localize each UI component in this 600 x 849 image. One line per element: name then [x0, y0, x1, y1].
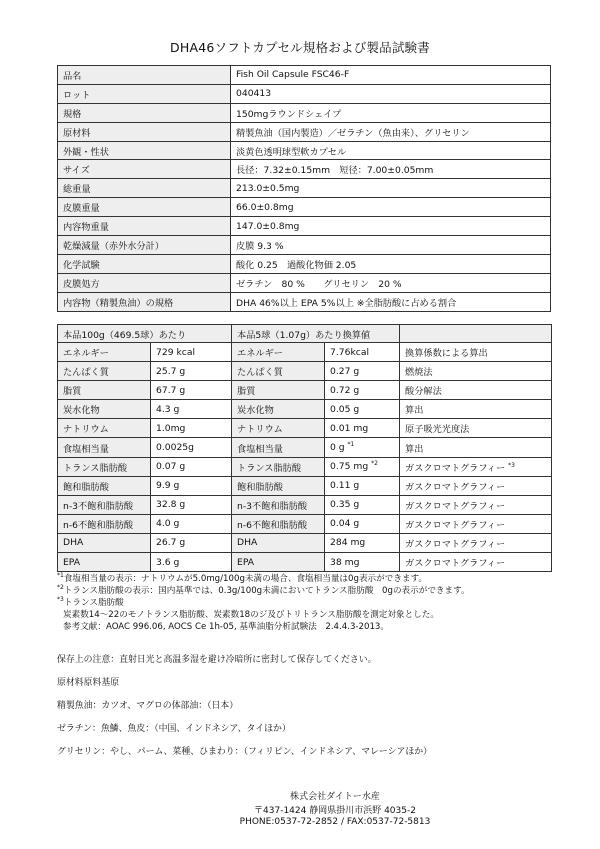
nutrition-row [58, 514, 552, 533]
nutrient-value-100g: 0.0025g [151, 438, 232, 457]
origin-title: 原材料原料基原 [57, 678, 120, 688]
nutrition-row [58, 476, 552, 495]
spec-row [58, 66, 551, 85]
spec-row [58, 254, 551, 273]
nutrient-value-100g: 0.07 g [151, 457, 232, 476]
nutrient-name-100g: トランス脂肪酸 [58, 457, 151, 476]
spec-label: 化学試験 [58, 254, 231, 273]
spec-label: 外観・性状 [58, 141, 231, 160]
nutrition-row [58, 553, 552, 572]
origin-fish-oil: 精製魚油：カツオ、マグロの体部油：（日本） [57, 701, 239, 711]
analysis-method [400, 381, 552, 400]
footnote-line [57, 585, 470, 597]
spec-label: サイズ [58, 160, 231, 179]
spec-table [57, 65, 551, 312]
method-text: 換算係数による算出 [405, 348, 488, 360]
nutrition-row [58, 343, 552, 362]
footnote-text: 参考文献：AOAC 996.06, AOCS Ce 1h-05, 基準油脂分析試験法 2.4.4.3-2013。 [63, 622, 389, 633]
nutrient-value-100g: 4.0 g [151, 514, 232, 533]
nutrient-value-5-capsules [325, 343, 400, 362]
nutrient-name-100g: 脂質 [58, 381, 151, 400]
origin-glycerin: グリセリン：やし、パーム、菜種、ひまわり：（フィリピン、インドネシア、マレーシアほか） [57, 747, 432, 757]
method-text: 原子吸光光度法 [405, 424, 470, 436]
nutrient-name-100g: 炭水化物 [58, 400, 151, 419]
analysis-method [400, 343, 552, 362]
footnote-mark: *1 [347, 441, 355, 449]
spec-label: 内容物（精製魚油）の規格 [58, 292, 231, 311]
footnote-text: 炭素数14～22のモノトランス脂肪酸、炭素数18のジ及びトリトランス脂肪酸を測定対象とした。 [63, 610, 439, 621]
company-name: 株式会社ダイトー水産 [290, 792, 380, 802]
value-text: 0.05 g [330, 403, 360, 415]
spec-value: 淡黄色透明球型軟カプセル [231, 141, 551, 160]
spec-label: 品名 [58, 66, 231, 85]
nutrient-name-5-capsules: 炭水化物 [232, 400, 325, 419]
spec-value: 040413 [231, 84, 551, 103]
method-text: 算出 [405, 405, 424, 417]
value-text: 0.35 g [330, 499, 360, 511]
nutrient-value-5-capsules [325, 438, 400, 457]
analysis-method [400, 514, 552, 533]
nutrient-name-100g: n-3不飽和脂肪酸 [58, 495, 151, 514]
nutrient-value-5-capsules [325, 514, 400, 533]
nutrient-value-5-capsules [325, 362, 400, 381]
spec-label: ロット [58, 84, 231, 103]
nutrient-name-5-capsules: 飽和脂肪酸 [232, 476, 325, 495]
value-text: 38 mg [330, 556, 360, 568]
spec-label: 乾燥減量（赤外水分計） [58, 236, 231, 255]
spec-row [58, 236, 551, 255]
footnote-line [57, 621, 470, 633]
spec-row [58, 198, 551, 217]
spec-value: Fish Oil Capsule FSC46-F [231, 66, 551, 85]
nutrient-value-100g: 25.7 g [151, 362, 232, 381]
nutrient-value-5-capsules [325, 553, 400, 572]
nutrient-value-5-capsules [325, 400, 400, 419]
nutrition-row [58, 400, 552, 419]
header-per-5-capsules: 本品5球（1.07g）あたり換算値 [232, 325, 400, 343]
analysis-method [400, 553, 552, 572]
nutrient-value-100g: 729 kcal [151, 343, 232, 362]
spec-label: 皮膜処方 [58, 273, 231, 292]
spec-value: 酸化 0.25 過酸化物価 2.05 [231, 254, 551, 273]
nutrient-name-5-capsules: n-3不飽和脂肪酸 [232, 495, 325, 514]
nutrient-value-100g: 1.0mg [151, 419, 232, 438]
method-text: 酸分解法 [405, 386, 442, 398]
nutrient-name-5-capsules: 食塩相当量 [232, 438, 325, 457]
value-text: 0.72 g [330, 384, 360, 396]
spec-value: 213.0±0.5mg [231, 179, 551, 198]
nutrient-name-5-capsules: n-6不飽和脂肪酸 [232, 514, 325, 533]
nutrition-row [58, 533, 552, 552]
method-text: 算出 [405, 443, 424, 455]
footnotes [57, 573, 470, 633]
nutrient-value-5-capsules [325, 381, 400, 400]
analysis-method [400, 457, 552, 476]
nutrient-name-5-capsules: DHA [232, 533, 325, 552]
nutrient-name-100g: DHA [58, 533, 151, 552]
nutrient-value-100g: 32.8 g [151, 495, 232, 514]
spec-row [58, 292, 551, 311]
spec-label: 内容物重量 [58, 217, 231, 236]
footnote-line [57, 573, 470, 585]
nutrient-name-100g: EPA [58, 553, 151, 572]
value-text: 0 g [330, 442, 348, 454]
value-text: 0.01 mg [330, 422, 369, 434]
analysis-method [400, 362, 552, 381]
spec-row [58, 141, 551, 160]
nutrient-value-5-capsules [325, 533, 400, 552]
nutrient-name-5-capsules: 脂質 [232, 381, 325, 400]
nutrient-name-5-capsules: エネルギー [232, 343, 325, 362]
spec-label: 原材料 [58, 122, 231, 141]
value-text: 284 mg [330, 537, 366, 549]
footnote-mark: *2 [57, 584, 64, 592]
spec-label: 規格 [58, 103, 231, 122]
spec-value: 66.0±0.8mg [231, 198, 551, 217]
value-text: 0.11 g [330, 480, 360, 492]
nutrient-name-5-capsules: たんぱく質 [232, 362, 325, 381]
nutrition-row [58, 457, 552, 476]
nutrition-table [57, 324, 552, 572]
nutrient-value-5-capsules [325, 457, 400, 476]
nutrient-value-100g: 26.7 g [151, 533, 232, 552]
spec-label: 皮膜重量 [58, 198, 231, 217]
nutrient-value-5-capsules [325, 495, 400, 514]
method-text: ガスクロマトグラフィー [405, 462, 509, 474]
spec-row [58, 103, 551, 122]
spec-value: 150mgラウンドシェイプ [231, 103, 551, 122]
spec-row [58, 179, 551, 198]
footnote-text: トランス脂肪酸の表示：国内基準では、0.3g/100g未満においてトランス脂肪酸 0gの表示ができます。 [63, 586, 470, 597]
nutrient-name-100g: n-6不飽和脂肪酸 [58, 514, 151, 533]
nutrient-name-100g: ナトリウム [58, 419, 151, 438]
footnote-mark: *3 [57, 596, 64, 604]
analysis-method [400, 495, 552, 514]
company-contact: PHONE:0537-72-2852 / FAX:0537-72-5813 [239, 817, 431, 827]
value-text: 7.76kcal [330, 346, 370, 358]
nutrient-name-5-capsules: ナトリウム [232, 419, 325, 438]
analysis-method [400, 400, 552, 419]
nutrient-value-5-capsules [325, 476, 400, 495]
nutrition-row [58, 381, 552, 400]
method-text: ガスクロマトグラフィー [405, 558, 506, 570]
footnote-text: 食塩相当量の表示：ナトリウムが5.0mg/100g未満の場合、食塩相当量は0g表示ができます。 [63, 574, 428, 584]
footnote-text: トランス脂肪酸 [63, 598, 124, 609]
method-text: 燃焼法 [405, 367, 433, 379]
spec-value: 長径：7.32±0.15mm 短径：7.00±0.05mm [231, 160, 551, 179]
spec-row [58, 122, 551, 141]
footnote-mark: *1 [57, 572, 64, 579]
nutrient-name-100g: たんぱく質 [58, 362, 151, 381]
spec-value: 精製魚油（国内製造）／ゼラチン（魚由来）、グリセリン [231, 122, 551, 141]
nutrient-name-5-capsules: EPA [232, 553, 325, 572]
nutrient-name-5-capsules: トランス脂肪酸 [232, 457, 325, 476]
method-text: ガスクロマトグラフィー [405, 500, 506, 512]
nutrient-value-100g: 9.9 g [151, 476, 232, 495]
spec-value: DHA 46%以上 EPA 5%以上 ※全脂肪酸に占める割合 [231, 292, 551, 311]
analysis-method [400, 438, 552, 457]
spec-label: 総重量 [58, 179, 231, 198]
document-title: DHA46ソフトカプセル規格および製品試験書 [170, 40, 430, 55]
nutrient-value-100g: 3.6 g [151, 553, 232, 572]
header-method-blank [400, 325, 552, 343]
method-text: ガスクロマトグラフィー [405, 538, 506, 550]
spec-row [58, 217, 551, 236]
spec-value: 147.0±0.8mg [231, 217, 551, 236]
footnote-line [57, 609, 470, 621]
nutrient-name-100g: 飽和脂肪酸 [58, 476, 151, 495]
spec-value: ゼラチン 80 % グリセリン 20 % [231, 273, 551, 292]
origin-gelatin: ゼラチン：魚鱗、魚皮：（中国、インドネシア、タイほか） [57, 724, 291, 734]
method-text: ガスクロマトグラフィー [405, 519, 506, 531]
nutrition-row [58, 362, 552, 381]
nutrition-header-row [58, 325, 552, 343]
nutrition-row [58, 495, 552, 514]
analysis-method [400, 476, 552, 495]
spec-row [58, 84, 551, 103]
spec-row [58, 273, 551, 292]
analysis-method [400, 419, 552, 438]
nutrition-row [58, 419, 552, 438]
nutrient-name-100g: 食塩相当量 [58, 438, 151, 457]
storage-note: 保存上の注意：直射日光と高温多湿を避け冷暗所に密封して保存してください。 [57, 655, 377, 665]
nutrition-row [58, 438, 552, 457]
footnote-line [57, 597, 470, 609]
footnote-mark: *3 [508, 461, 515, 469]
nutrient-value-100g: 4.3 g [151, 400, 232, 419]
value-text: 0.27 g [330, 365, 360, 377]
spec-value: 皮膜 9.3 % [231, 236, 551, 255]
footnote-mark: *2 [371, 460, 378, 468]
spec-row [58, 160, 551, 179]
nutrient-value-5-capsules [325, 419, 400, 438]
value-text: 0.04 g [330, 518, 360, 530]
nutrient-name-100g: エネルギー [58, 343, 151, 362]
nutrient-value-100g: 67.7 g [151, 381, 232, 400]
analysis-method [400, 533, 552, 552]
value-text: 0.75 mg [330, 461, 372, 473]
company-address: 〒437-1424 静岡県掛川市浜野 4035-2 [254, 806, 416, 816]
method-text: ガスクロマトグラフィー [405, 481, 506, 493]
header-per-100g: 本品100g（469.5球）あたり [58, 325, 232, 343]
